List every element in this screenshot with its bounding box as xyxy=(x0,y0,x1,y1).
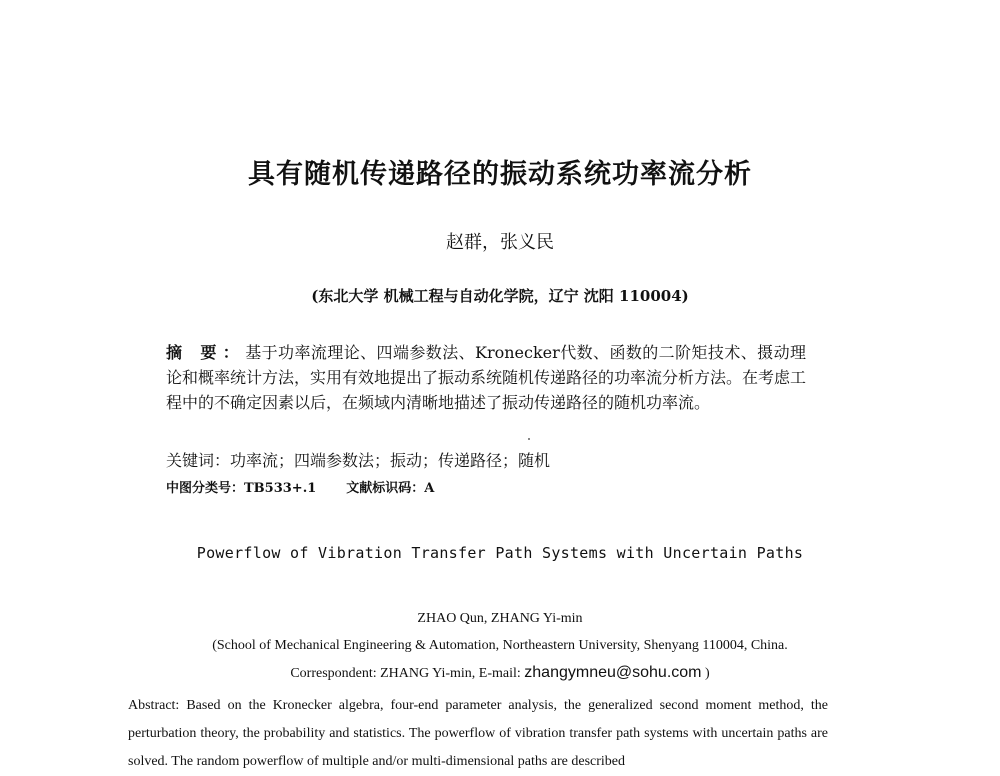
chinese-abstract xyxy=(166,340,806,415)
class-number: 中图分类号：TB533+.1 xyxy=(166,481,317,496)
document-code: 文献标识码：A xyxy=(346,481,435,496)
english-abstract xyxy=(128,692,828,776)
english-abstract-text: Based on the Kronecker algebra, four-end parameter analysis, the generalized second moment method, the perturbation theory, the probability and statistics. The powerflow of vibration transfer path systems with uncertain paths are solved. The random powerflow of multiple and/or multi-dimensional paths are described xyxy=(128,698,828,769)
chinese-title: 具有随机传递路径的振动系统功率流分析 xyxy=(248,159,752,190)
english-abstract-label: Abstract: xyxy=(128,698,180,713)
chinese-authors: 赵群，张义民 xyxy=(446,232,554,253)
chinese-keywords xyxy=(166,448,550,471)
scan-speck xyxy=(528,438,530,440)
english-title: Powerflow of Vibration Transfer Path Systems with Uncertain Paths xyxy=(196,544,804,562)
chinese-keywords-label: 关键词： xyxy=(166,451,231,470)
english-affiliation: (School of Mechanical Engineering & Automation, Northeastern University, Shenyang 110004, China. xyxy=(212,638,788,653)
english-correspondent xyxy=(0,664,1000,682)
chinese-abstract-label: 摘 要： xyxy=(166,343,246,362)
chinese-affiliation: (东北大学 机械工程与自动化学院，辽宁 沈阳 110004) xyxy=(311,287,689,305)
correspondent-prefix: Correspondent: ZHANG Yi-min, E-mail: xyxy=(290,666,521,681)
correspondent-suffix: ) xyxy=(705,666,710,681)
chinese-abstract-text: 基于功率流理论、四端参数法、Kronecker代数、函数的二阶矩技术、摄动理论和概率统计方法，实用有效地提出了振动系统随机传递路径的功率流分析方法。在考虑工程中的不确定因素以后，在频域内清晰地描述了振动传递路径的随机功率流。 xyxy=(166,343,807,412)
english-authors: ZHAO Qun, ZHANG Yi-min xyxy=(417,611,583,626)
email-link[interactable]: zhangymneu@sohu.com xyxy=(524,664,702,681)
classification-line xyxy=(166,477,434,496)
chinese-keywords-text: 功率流；四端参数法；振动；传递路径；随机 xyxy=(230,451,551,470)
